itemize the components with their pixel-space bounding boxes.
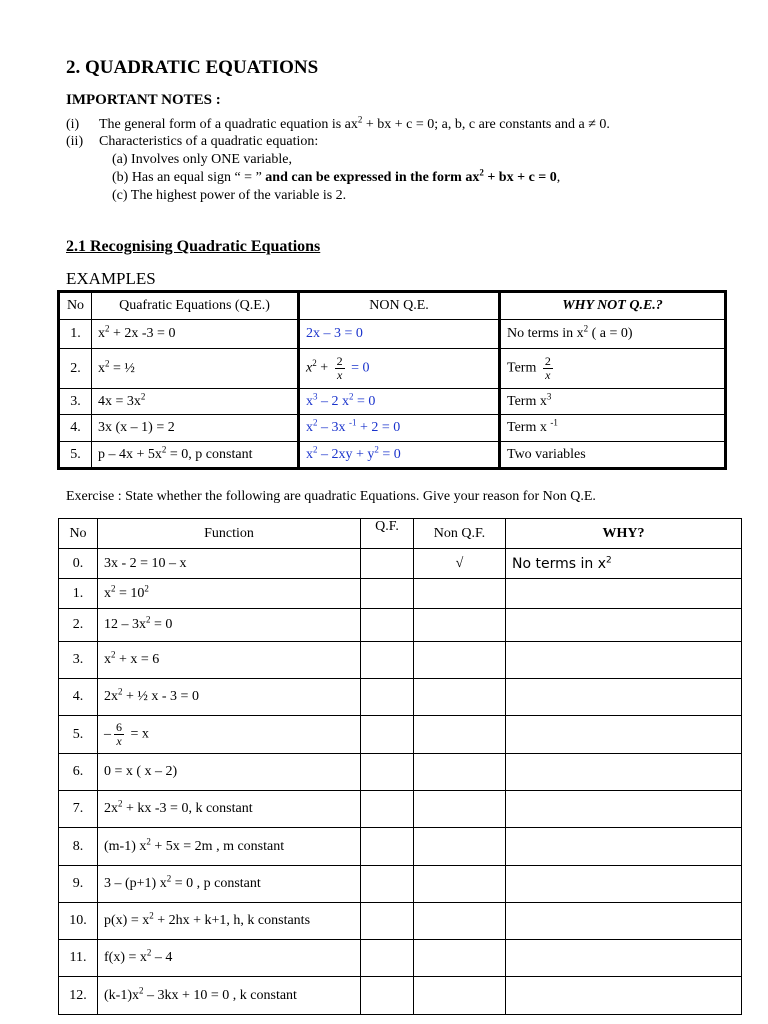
note-ii-marker: (ii) <box>66 134 84 149</box>
row-number: 2. <box>59 349 92 389</box>
non-qf-answer-cell[interactable] <box>414 977 506 1015</box>
function-cell: 3 – (p+1) $x^2 = 0$ , p constant <box>98 866 361 903</box>
qe-cell: 3x (x – 1) = 2 <box>92 415 299 442</box>
qf-answer-cell[interactable] <box>361 679 414 716</box>
notes-heading: IMPORTANT NOTES : <box>66 92 221 108</box>
non-qf-answer-cell[interactable] <box>414 791 506 828</box>
function-cell: $(k-1)x^2 - 3kx + 10 = 0$ , k constant <box>98 977 361 1015</box>
note-ii: Characteristics of a quadratic equation: <box>99 134 319 149</box>
non-qf-answer-cell[interactable] <box>414 579 506 609</box>
why-answer-cell[interactable] <box>506 679 742 716</box>
row-number: 8. <box>59 828 98 866</box>
row-number: 6. <box>59 754 98 791</box>
row-number: 1. <box>59 579 98 609</box>
table-row <box>59 828 742 866</box>
row-number: 10. <box>59 903 98 940</box>
table-row <box>59 320 726 349</box>
qf-answer-cell[interactable] <box>361 977 414 1015</box>
table-row <box>59 866 742 903</box>
qe-cell: $4x = 3x^2$ <box>92 389 299 415</box>
why-cell: No terms in $x^2$ ( a = 0) <box>500 320 726 349</box>
note-ii-a: (a) Involves only ONE variable, <box>112 152 292 167</box>
non-qf-answer-cell[interactable] <box>414 903 506 940</box>
row-number: 9. <box>59 866 98 903</box>
non-qf-answer-cell[interactable] <box>414 642 506 679</box>
function-cell: $2x^2$ + ½ x - 3 = 0 <box>98 679 361 716</box>
non-qf-answer-cell[interactable] <box>414 679 506 716</box>
why-cell: Term x $^{-1}$ <box>500 415 726 442</box>
qf-answer-cell[interactable] <box>361 903 414 940</box>
non-qf-answer-cell[interactable] <box>414 866 506 903</box>
note-ii-c: (c) The highest power of the variable is 2. <box>112 188 347 203</box>
why-cell: Term $x^3$ <box>500 389 726 415</box>
why-answer-cell[interactable] <box>506 609 742 642</box>
row-number: 7. <box>59 791 98 828</box>
qe-cell: $x^2 + 2x$ -3 = 0 <box>92 320 299 349</box>
non-qf-answer-cell[interactable] <box>414 828 506 866</box>
table-row <box>59 940 742 977</box>
why-answer-cell[interactable] <box>506 716 742 754</box>
table-row <box>59 642 742 679</box>
qf-answer-cell[interactable] <box>361 549 414 579</box>
why-answer-cell[interactable] <box>506 754 742 791</box>
function-cell: $f(x) = x^2 - 4$ <box>98 940 361 977</box>
page-title: 2. QUADRATIC EQUATIONS <box>66 57 319 78</box>
non-qe-cell: $x^3 - 2$ $x^2 = 0$ <box>299 389 500 415</box>
non-qf-answer-cell[interactable] <box>414 609 506 642</box>
function-cell: (m-1) $x^2 + 5x = 2m$ , m constant <box>98 828 361 866</box>
row-number: 3. <box>59 642 98 679</box>
non-qe-cell: $x^2 - 2xy + y^2 = 0$ <box>299 442 500 469</box>
table-row <box>59 977 742 1015</box>
qf-answer-cell[interactable] <box>361 642 414 679</box>
table-row <box>59 442 726 469</box>
header-no: No <box>59 519 98 549</box>
why-answer-cell[interactable] <box>506 903 742 940</box>
table-row <box>59 903 742 940</box>
non-qe-cell: 2x – 3 = 0 <box>299 320 500 349</box>
why-cell: Term $\frac{2}{x}$ <box>500 349 726 389</box>
row-number: 5. <box>59 442 92 469</box>
why-answer-cell[interactable] <box>506 866 742 903</box>
header-function: Function <box>98 519 361 549</box>
exercise-table <box>58 518 742 1015</box>
qf-answer-cell[interactable] <box>361 609 414 642</box>
why-answer-cell[interactable] <box>506 977 742 1015</box>
why-answer-cell[interactable] <box>506 642 742 679</box>
examples-header-row <box>59 292 726 320</box>
non-qf-answer-cell[interactable] <box>414 940 506 977</box>
non-qf-answer-cell[interactable] <box>414 754 506 791</box>
function-cell: 0 = x ( x – 2) <box>98 754 361 791</box>
function-cell: $x^2 + x = 6$ <box>98 642 361 679</box>
why-answer-cell[interactable] <box>506 579 742 609</box>
function-cell: – $\frac{6}{x}$ = x <box>98 716 361 754</box>
qf-answer-cell[interactable] <box>361 579 414 609</box>
non-qe-cell: $x^2 - 3x$ $^{-1}$ + 2 = 0 <box>299 415 500 442</box>
header-why-not: WHY NOT Q.E.? <box>500 292 726 320</box>
function-cell: $x^2 = 10^2$ <box>98 579 361 609</box>
row-number: 1. <box>59 320 92 349</box>
table-row <box>59 349 726 389</box>
row-number: 2. <box>59 609 98 642</box>
header-why: WHY? <box>506 519 742 549</box>
row-number: 0. <box>59 549 98 579</box>
row-number: 3. <box>59 389 92 415</box>
exercise-header-row <box>59 519 742 549</box>
qf-answer-cell[interactable] <box>361 866 414 903</box>
note-i: The general form of a quadratic equation is $ax^2$ + bx + c = 0; a, b, c are constants and a ≠ 0. <box>99 114 610 132</box>
table-row <box>59 609 742 642</box>
row-number: 4. <box>59 415 92 442</box>
why-answer-cell[interactable] <box>506 940 742 977</box>
table-row <box>59 415 726 442</box>
examples-heading: EXAMPLES <box>66 269 156 288</box>
function-cell: 3x - 2 = 10 – x <box>98 549 361 579</box>
header-qf: Q.F. <box>361 519 414 549</box>
header-no: No <box>59 292 92 320</box>
table-row <box>59 754 742 791</box>
non-qf-answer-cell[interactable] <box>414 716 506 754</box>
table-row <box>59 791 742 828</box>
note-ii-b: (b) Has an equal sign “ = ” and can be expressed in the form $ax^2$ + bx + c = 0, <box>112 167 561 185</box>
non-qe-cell: $x^2$ + $\frac{2}{x}$ = 0 <box>299 349 500 389</box>
row-number: 11. <box>59 940 98 977</box>
qf-answer-cell[interactable] <box>361 716 414 754</box>
qf-answer-cell[interactable] <box>361 791 414 828</box>
fraction: $\frac{2}{x}$ <box>336 354 343 382</box>
row-number: 5. <box>59 716 98 754</box>
qf-answer-cell[interactable] <box>361 754 414 791</box>
section-title: 2.1 Recognising Quadratic Equations <box>66 238 321 255</box>
table-row <box>59 679 742 716</box>
header-qe: Quafratic Equations (Q.E.) <box>92 292 299 320</box>
fraction: $\frac{6}{x}$ <box>116 720 122 748</box>
table-row <box>59 579 742 609</box>
qf-answer-cell[interactable] <box>361 828 414 866</box>
qe-cell: $x^2$ = ½ <box>92 349 299 389</box>
why-answer-cell[interactable] <box>506 791 742 828</box>
table-row <box>59 389 726 415</box>
header-non-qe: NON Q.E. <box>299 292 500 320</box>
note-i-marker: (i) <box>66 117 80 132</box>
non-qf-answer-cell[interactable]: √ <box>414 549 506 579</box>
header-non-qf: Non Q.F. <box>414 519 506 549</box>
exercise-instruction: Exercise : State whether the following are quadratic Equations. Give your reason for Non Q.E. <box>66 489 596 504</box>
function-cell: $p(x) = x^2 + 2hx + k+1$, h, k constants <box>98 903 361 940</box>
why-answer-cell[interactable] <box>506 828 742 866</box>
table-row <box>59 716 742 754</box>
table-row <box>59 549 742 579</box>
qe-cell: $p - 4x + 5x^2 = 0$, p constant <box>92 442 299 469</box>
why-cell: Two variables <box>500 442 726 469</box>
why-answer-cell[interactable]: No terms in $x^2$ <box>506 549 742 579</box>
fraction: $\frac{2}{x}$ <box>544 354 551 382</box>
function-cell: $12 - 3x^2 = 0$ <box>98 609 361 642</box>
qf-answer-cell[interactable] <box>361 940 414 977</box>
examples-table <box>57 290 727 470</box>
row-number: 4. <box>59 679 98 716</box>
row-number: 12. <box>59 977 98 1015</box>
function-cell: $2x^2$ + kx -3 = 0, k constant <box>98 791 361 828</box>
